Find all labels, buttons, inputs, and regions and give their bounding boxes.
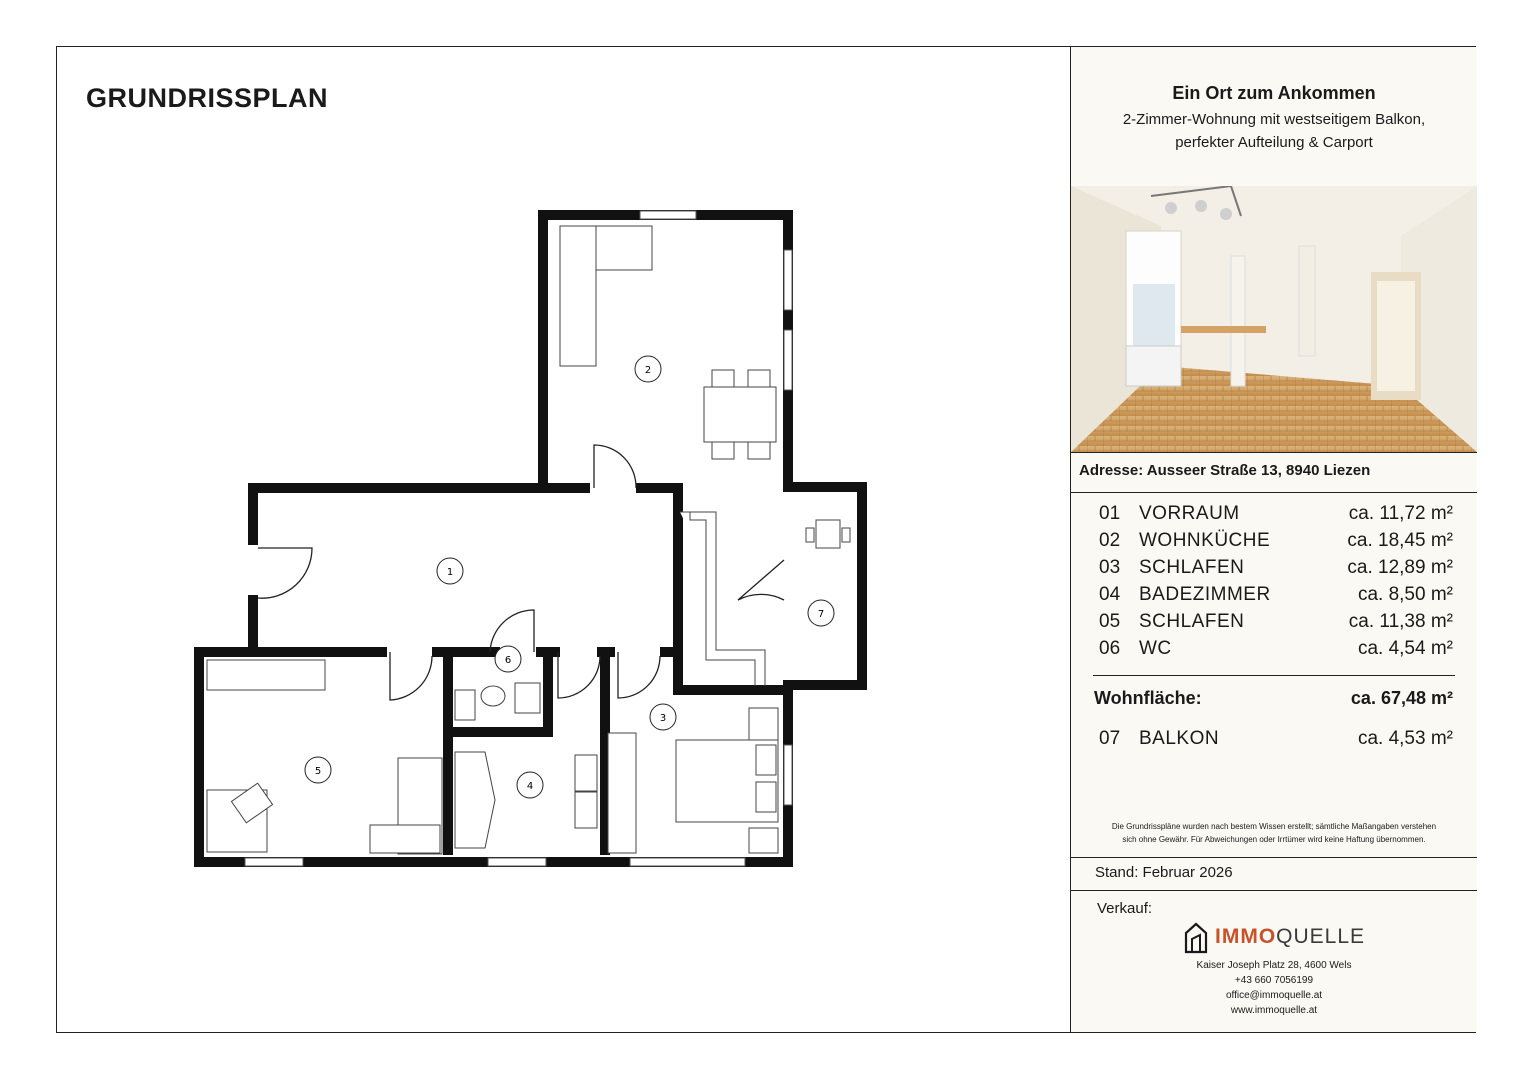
stand-date: Stand: Februar 2026 [1095,864,1233,881]
contact-email[interactable]: office@immoquelle.at [1225,990,1323,1001]
logo-light: QUELLE [1276,925,1366,948]
room-row [1071,503,1477,529]
room-row [1071,530,1477,556]
sales-label: Verkauf: [1097,900,1153,917]
room-number: 07 [1099,728,1121,749]
room-label-1: 1 [446,567,454,578]
disclaimer: sich ohne Gewähr. Für Abweichungen oder Irrtümer wird keine Haftung übernommen. [1122,835,1426,844]
listing-subtitle-1: 2-Zimmer-Wohnung mit westseitigem Balkon, [1122,111,1426,128]
room-row [1071,611,1477,637]
apartment-photo [1071,186,1477,452]
room-label-3: 3 [659,713,667,724]
room-name: BALKON [1139,728,1220,749]
room-area: ca. 18,45 m² [1347,530,1453,551]
room-label-5: 5 [314,766,322,777]
room-number: 04 [1099,584,1121,605]
room-area: ca. 11,38 m² [1348,611,1453,632]
room-row [1071,557,1477,583]
info-panel [1071,47,1477,1032]
divider [1071,452,1477,453]
room-label-6: 6 [504,655,512,666]
room-area: ca. 4,53 m² [1357,728,1453,749]
room-area: ca. 8,50 m² [1357,584,1453,605]
room-name: WC [1139,638,1172,659]
address: Adresse: Ausseer Straße 13, 8940 Liezen [1079,462,1371,479]
room-name: SCHLAFEN [1139,611,1245,632]
room-name: SCHLAFEN [1139,557,1245,578]
room-label-7: 7 [817,609,825,620]
room-name: VORRAUM [1139,503,1240,524]
listing-subtitle-2: perfekter Aufteilung & Carport [1175,134,1373,151]
living-area-value: ca. 67,48 m² [1350,688,1453,708]
room-area: ca. 4,54 m² [1357,638,1453,659]
logo-bold: IMMO [1215,925,1277,948]
contact-website[interactable]: www.immoquelle.at [1230,1005,1318,1016]
room-number: 01 [1099,503,1121,524]
room-number: 06 [1099,638,1121,659]
divider [1071,890,1477,891]
page-title: GRUNDRISSPLAN [86,83,329,113]
room-row [1071,728,1477,754]
room-label-4: 4 [526,781,534,792]
room-name: WOHNKÜCHE [1139,530,1271,551]
house-logo-icon [1183,921,1209,955]
room-number: 03 [1099,557,1121,578]
room-row [1071,638,1477,664]
room-area: ca. 12,89 m² [1347,557,1453,578]
room-row [1071,584,1477,610]
room-name: BADEZIMMER [1139,584,1271,605]
room-number: 05 [1099,611,1121,632]
disclaimer: Die Grundrisspläne wurden nach bestem Wissen erstellt; sämtliche Maßangaben verstehen [1111,822,1437,831]
furniture [207,226,850,854]
company-logo [1215,925,1365,949]
contact-address: Kaiser Joseph Platz 28, 4600 Wels [1196,960,1352,971]
divider [1071,492,1477,493]
contact-phone[interactable]: +43 660 7056199 [1234,975,1314,986]
living-area-label: Wohnfläche: [1094,688,1202,708]
room-label-2: 2 [644,365,652,376]
room-area: ca. 11,72 m² [1348,503,1453,524]
divider [1093,675,1455,676]
divider [1071,857,1477,858]
listing-title: Ein Ort zum Ankommen [1172,83,1376,103]
room-number: 02 [1099,530,1121,551]
